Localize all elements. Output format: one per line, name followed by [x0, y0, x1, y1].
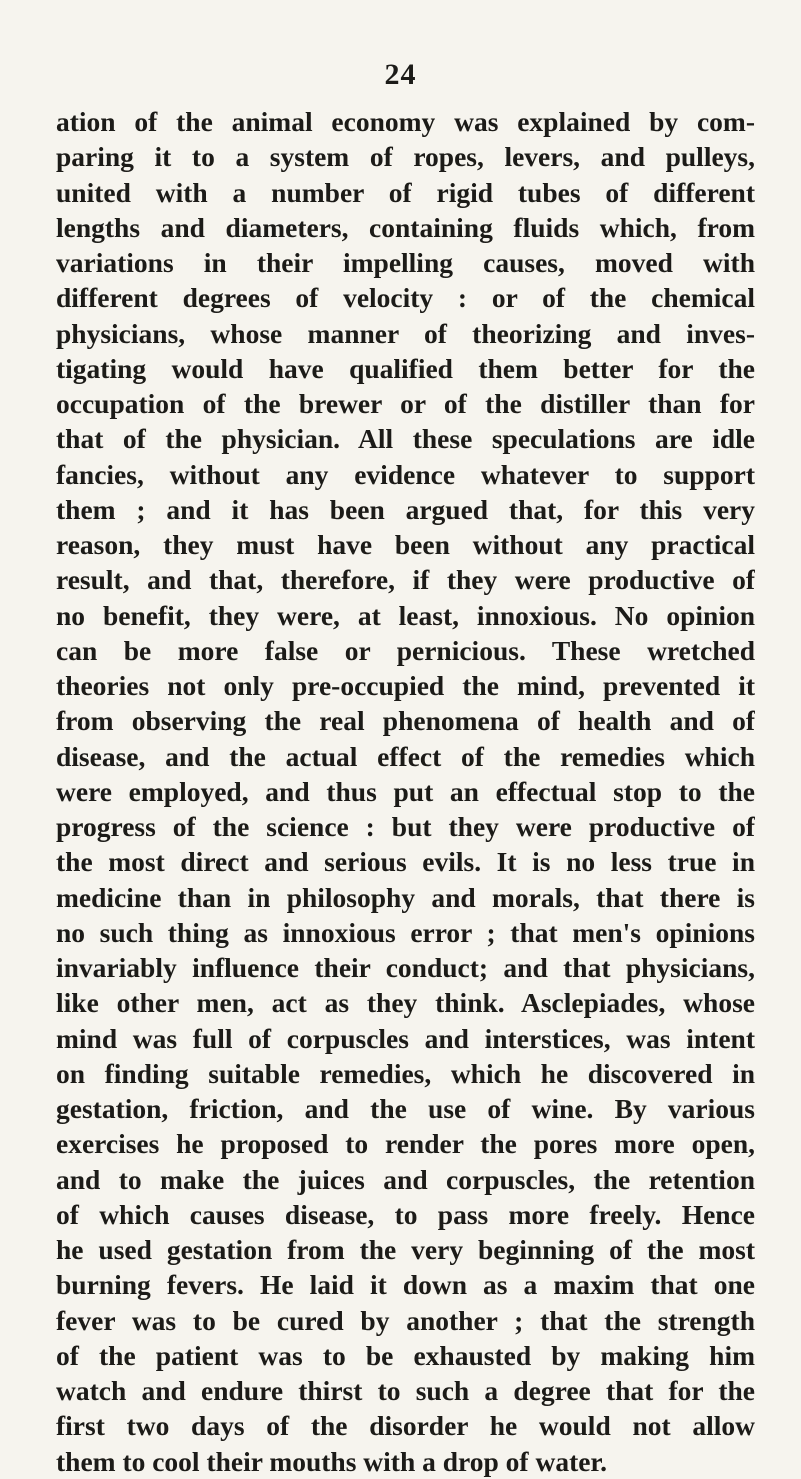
- text-line: lengths and diameters, containing fluids which, from: [56, 211, 755, 243]
- text-line: fancies, without any evidence whatever to support: [56, 458, 755, 490]
- text-line: that of the physician. All these speculations are idle: [56, 423, 755, 455]
- text-line: progress of the science : but they were productive of: [56, 811, 755, 842]
- text-line: theories not only pre-occupied the mind, prevented it: [56, 670, 755, 701]
- text-line: medicine than in philosophy and morals, that there is: [56, 881, 755, 913]
- text-line: first two days of the disorder he would not allow: [56, 1410, 755, 1442]
- body-text: [56, 104, 755, 1479]
- text-line: and to make the juices and corpuscles, the retention: [56, 1163, 755, 1195]
- text-line: paring it to a system of ropes, levers, and pulleys,: [56, 141, 755, 173]
- text-line: different degrees of velocity : or of the chemical: [56, 282, 755, 314]
- text-line: no benefit, they were, at least, innoxious. No opinion: [56, 599, 755, 631]
- text-line: from observing the real phenomena of health and of: [56, 705, 755, 737]
- text-line: them to cool their mouths with a drop of water.: [56, 1445, 607, 1477]
- text-line: like other men, act as they think. Asclepiades, whose: [56, 987, 755, 1019]
- text-line: he used gestation from the very beginning of the most: [56, 1234, 755, 1265]
- text-line: ation of the animal economy was explained by com-: [56, 106, 755, 137]
- text-line: no such thing as innoxious error ; that men's opinions: [56, 916, 755, 948]
- text-line: result, and that, therefore, if they were productive of: [56, 564, 755, 596]
- text-line: were employed, and thus put an effectual stop to the: [56, 775, 755, 807]
- text-line: of the patient was to be exhausted by making him: [56, 1339, 755, 1371]
- text-line: gestation, friction, and the use of wine. By various: [56, 1093, 755, 1124]
- text-line: physicians, whose manner of theorizing and inves-: [56, 317, 755, 349]
- text-line: the most direct and serious evils. It is no less true in: [56, 846, 755, 878]
- text-line: invariably influence their conduct; and that physicians,: [56, 952, 755, 983]
- text-line: them ; and it has been argued that, for this very: [56, 493, 755, 525]
- text-line: tigating would have qualified them better for the: [56, 352, 755, 384]
- text-line: of which causes disease, to pass more freely. Hence: [56, 1198, 755, 1230]
- text-line: disease, and the actual effect of the remedies which: [56, 740, 755, 772]
- text-line: exercises he proposed to render the pores more open,: [56, 1128, 755, 1160]
- text-line: on finding suitable remedies, which he discovered in: [56, 1057, 755, 1089]
- text-line: can be more false or pernicious. These wretched: [56, 634, 755, 666]
- text-line: fever was to be cured by another ; that the strength: [56, 1304, 755, 1336]
- text-line: united with a number of rigid tubes of different: [56, 176, 755, 208]
- text-line: occupation of the brewer or of the distiller than for: [56, 388, 755, 419]
- text-line: watch and endure thirst to such a degree that for the: [56, 1375, 755, 1406]
- text-line: variations in their impelling causes, moved with: [56, 247, 755, 278]
- text-line: burning fevers. He laid it down as a maxim that one: [56, 1269, 755, 1301]
- text-line: mind was full of corpuscles and interstices, was intent: [56, 1022, 755, 1054]
- page-number: 24: [384, 58, 417, 91]
- text-line: reason, they must have been without any practical: [56, 529, 755, 560]
